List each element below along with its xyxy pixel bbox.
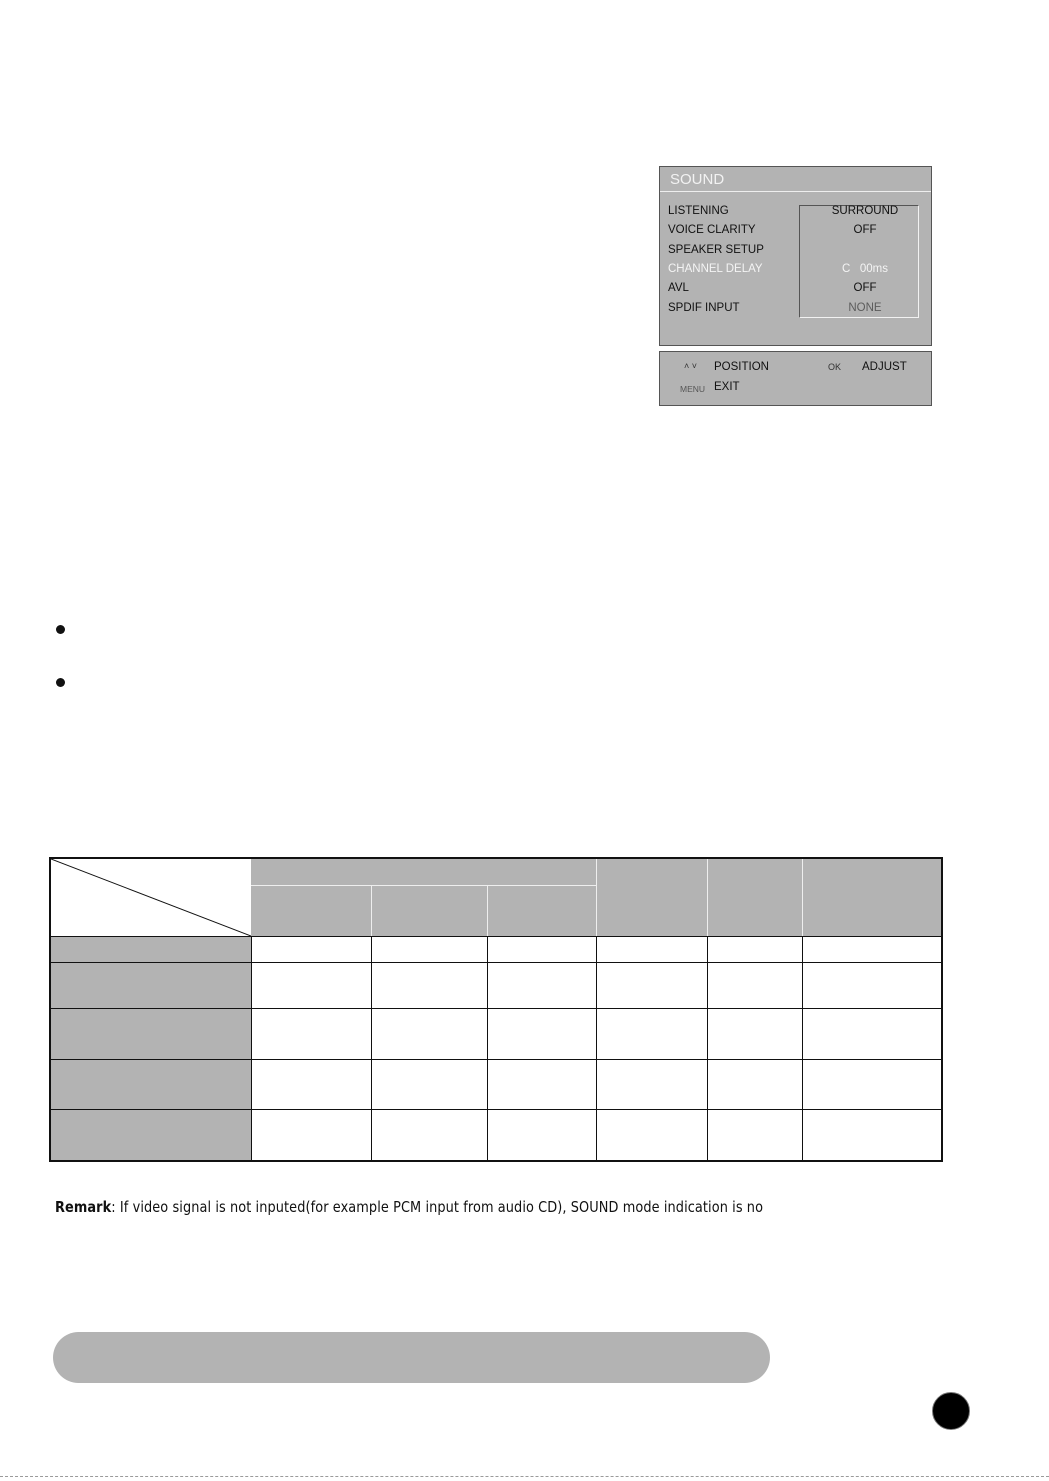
exit-hint: EXIT: [714, 381, 740, 393]
menu-row-avl[interactable]: [668, 282, 923, 298]
adjust-hint: ADJUST: [862, 361, 907, 373]
menu-row-voice-clarity[interactable]: [668, 224, 923, 240]
title-divider: [660, 191, 931, 192]
header-sub-divider: [487, 885, 488, 936]
table-corner-cell: [51, 859, 251, 936]
column-rule: [251, 936, 252, 1160]
column-rule: [596, 936, 597, 1160]
menu-row-label: VOICE CLARITY: [668, 224, 756, 236]
header-sub-rule: [251, 885, 596, 886]
menu-row-value: NONE: [848, 302, 882, 314]
menu-row-label: AVL: [668, 282, 689, 294]
column-rule: [707, 936, 708, 1160]
position-hint: POSITION: [714, 361, 769, 373]
menu-row-label: LISTENING: [668, 205, 729, 217]
row-rule: [51, 936, 941, 937]
menu-row-value: SURROUND: [831, 205, 899, 217]
menu-row-listening[interactable]: [668, 205, 923, 221]
column-rule: [371, 936, 372, 1160]
header-sub-divider: [371, 885, 372, 936]
bullet-point-2: [56, 678, 65, 687]
column-rule: [487, 936, 488, 1160]
footer-banner: [53, 1332, 770, 1383]
menu-row-channel-delay[interactable]: [668, 263, 923, 279]
key-hint-bar: [659, 351, 932, 406]
remark-label: Remark: [55, 1198, 112, 1216]
row-rule: [51, 962, 941, 963]
table-row-header-column: [51, 936, 251, 1160]
page-edge-dashed-line: [0, 1476, 1049, 1477]
header-divider: [596, 859, 597, 936]
menu-row-value: OFF: [853, 224, 877, 236]
bullet-point-1: [56, 625, 65, 634]
header-divider: [707, 859, 708, 936]
menu-row-value: OFF: [853, 282, 877, 294]
remark-note: [55, 1198, 763, 1216]
menu-row-label: CHANNEL DELAY: [668, 263, 763, 275]
page-number-badge: [932, 1392, 970, 1430]
menu-row-speaker-setup[interactable]: [668, 244, 923, 260]
sound-menu-panel: [659, 166, 932, 346]
menu-row-label: SPDIF INPUT: [668, 302, 740, 314]
row-rule: [51, 1059, 941, 1060]
row-rule: [51, 1109, 941, 1110]
column-rule: [802, 936, 803, 1160]
menu-key-label: MENU: [680, 384, 706, 394]
menu-row-label: SPEAKER SETUP: [668, 244, 764, 256]
diagonal-divider: [51, 859, 251, 936]
up-down-arrows-icon: ˄ ˅: [684, 361, 698, 371]
ok-key-label: OK: [828, 362, 842, 372]
remark-text: : If video signal is not inputed(for example PCM input from audio CD), SOUND mode indication is no: [111, 1198, 764, 1216]
row-rule: [51, 1008, 941, 1009]
sound-menu-title: SOUND: [670, 171, 725, 188]
menu-row-value: C 00ms: [841, 263, 888, 275]
menu-row-spdif-input[interactable]: [668, 302, 923, 318]
sound-mode-table: [49, 857, 943, 1162]
header-divider: [802, 859, 803, 936]
